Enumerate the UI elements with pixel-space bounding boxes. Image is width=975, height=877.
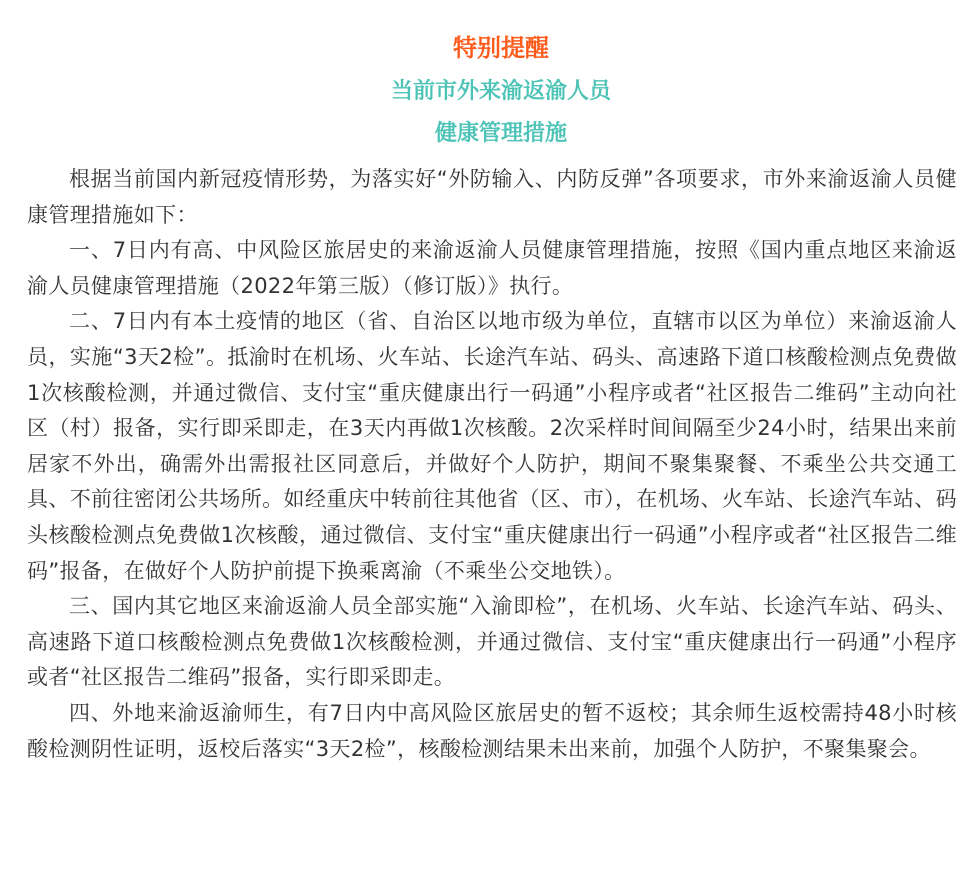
notice-subtitle-line-2: 健康管理措施 (434, 121, 567, 146)
article-body (27, 162, 957, 767)
paragraph-measure-1: 一、7日内有高、中风险区旅居史的来渝返渝人员健康管理措施，按照《国内重点地区来渝返渝人员健康管理措施（2022年第三版）（修订版）》执行。 (27, 238, 957, 298)
paragraph-measure-3: 三、国内其它地区来渝返渝人员全部实施“入渝即检”，在机场、火车站、长途汽车站、码头、高速路下道口核酸检测点免费做1次核酸检测，并通过微信、支付宝“重庆健康出行一码通”小程序或者“社区报告二维码”报备，实行即采即走。 (27, 594, 957, 690)
paragraph-intro: 根据当前国内新冠疫情形势，为落实好“外防输入、内防反弹”各项要求，市外来渝返渝人员健康管理措施如下： (27, 167, 957, 227)
paragraph-measure-2: 二、7日内有本土疫情的地区（省、自治区以地市级为单位，直辖市以区为单位）来渝返渝人员，实施“3天2检”。抵渝时在机场、火车站、长途汽车站、码头、高速路下道口核酸检测点免费做1次核酸检测，并通过微信、支付宝“重庆健康出行一码通”小程序或者“社区报告二维码”主动向社区（村）报备，实行即采即走，在3天内再做1次核酸。2次采样时间间隔至少24小时，结果出来前居家不外出，确需外出需报社区同意后，并做好个人防护，期间不聚集聚餐、不乘坐公共交通工具、不前往密闭公共场所。如经重庆中转前往其他省（区、市），在机场、火车站、长途汽车站、码头核酸检测点免费做1次核酸，通过微信、支付宝“重庆健康出行一码通”小程序或者“社区报告二维码”报备，在做好个人防护前提下换乘离渝（不乘坐公交地铁）。 (27, 309, 957, 583)
notice-subtitle-line-1: 当前市外来渝返渝人员 (390, 79, 611, 104)
notice-title: 特别提醒 (453, 34, 549, 62)
paragraph-measure-4: 四、外地来渝返渝师生，有7日内中高风险区旅居史的暂不返校；其余师生返校需持48小时核酸检测阴性证明，返校后落实“3天2检”，核酸检测结果未出来前，加强个人防护，不聚集聚会。 (27, 700, 957, 761)
